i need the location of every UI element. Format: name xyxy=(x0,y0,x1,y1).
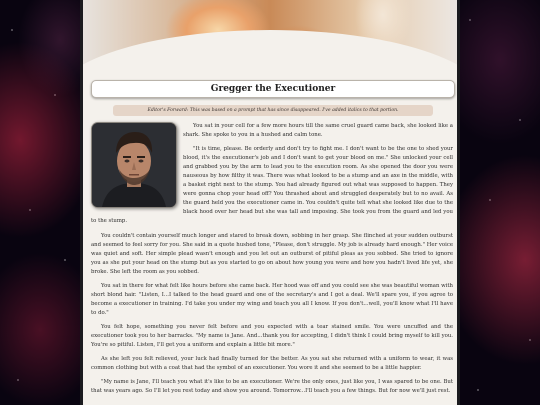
story-paragraph: You felt hope, something you never felt before and you expected with a tear stained smile. You were uncuffed and the executioner took you to her barracks. "My name is Jane. And...thank you for accepting, I didn't think I could bring myself to kill you. You're so pitiful. Listen, I'll get you a uniform and explain a little bit more." xyxy=(91,323,453,349)
portrait-illustration xyxy=(92,123,176,207)
story-paragraph: "My name is Jane, I'll teach you what it's like to be an executioner. We're the only ones, just like you, I was spared to be one. But that was years ago. So I'll let you rest today and show you around. Tomorrow...I'll teach you a few things. But for now we'll just rest. xyxy=(91,379,453,395)
editor-forward: Editor's Forward: This was based on a prompt that has since disappeared. I've added italics to that portion. xyxy=(113,105,433,116)
story-paragraph: You couldn't contain yourself much longer and stared to break down, sobbing in her grasp. She flinched at your sudden outburst and seemed to feel sorry for you. She said in a quote hushed tone, "Please, don't struggle. My job is already hard enough." Her voice was quiet and soft. Her simple plead wasn't enough and you let out an outburst of pitiful pleas as you sobbed. She tried to ignore you as she put your head on the stump but as you started to go on about how young you were and how you hadn't lived life yet, she broke. She left the room as you sobbed. xyxy=(91,232,453,275)
story-paragraph: As she left you felt relieved, your luck had finally turned for the better. As you sat she returned with a uniform to wear, it was common clothing but with a coat that had the symbol of an executioner. You wore it and she seemed to be a little happier. xyxy=(91,356,453,372)
story-page xyxy=(80,0,460,405)
story-title: Gregger the Executioner xyxy=(91,80,455,98)
story-paragraph: You sat in your cell for a few more hours till the same cruel guard came back, she looked like a shark. She spoke to you in a hushed and calm tone. xyxy=(183,123,453,139)
character-portrait xyxy=(91,122,177,208)
story-paragraph: "It is time, please. Be orderly and don't try to fight me. I don't want to be the one to shed your blood, it's the executioner's job and I don't want to get your blood on me." She unlocked your cell and grabbed you by the arm to lead you to the execution room. As she opened the door you were nauseous by how filthy it was. There was what looked to be a stump and an axe in the middle, with a basket right next to the stump. You had already figured out what was supposed to happen. They were gonna chop your head off? You thrashed about and struggled desperately but to no avail. As the guard held you the executioner came in. You couldn't quite tell what she looked like due to the black hood over her head but she was tall and imposing. She took you from the guard and led you to the stump. xyxy=(91,146,453,225)
story-paragraph: You sat in there for what felt like hours before she came back. Her hood was off and you could see she was beautiful woman with short blond hair. "Listen, I...I talked to the head guard and one of the secretary's and I got a deal. We'll spare you, if you agree to become a executioner in training. I'd take you under my wing and teach you all I know. If you don't...well, you'll know what I'll have to do." xyxy=(91,282,453,316)
